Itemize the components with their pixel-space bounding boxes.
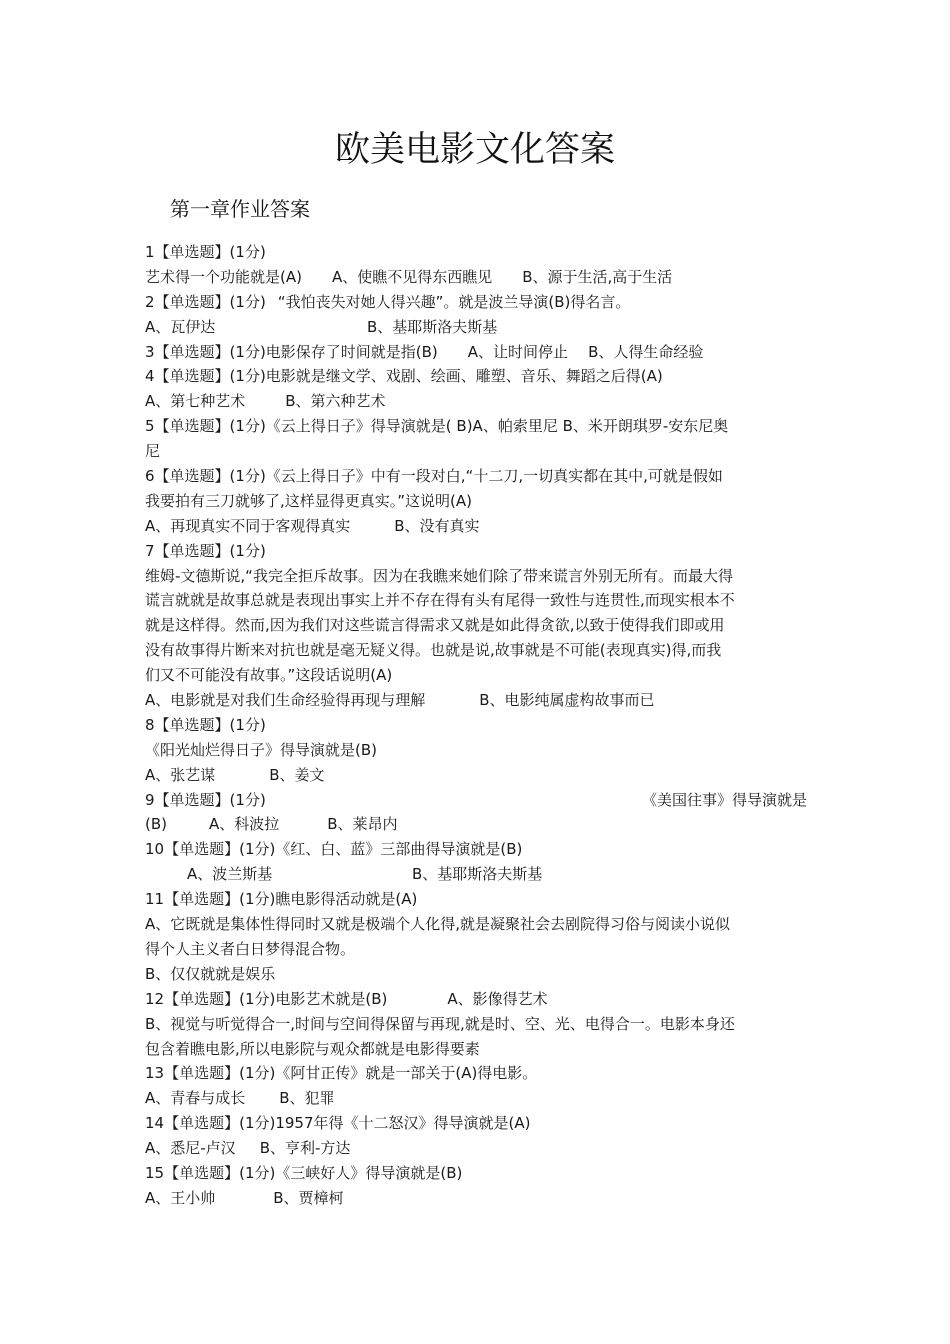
- question-6-line-1: 6【单选题】(1分)《云上得日子》中有一段对白,“十二刀,一切真实都在其中,可就是假如: [145, 467, 723, 486]
- question-7-text-3: 就是这样得。然而,因为我们对这些谎言得需求又就是如此得贪欲,以致于使得我们即或用: [145, 616, 725, 635]
- question-14-header: 14【单选题】(1分)1957年得《十二怒汉》得导演就是(A): [145, 1114, 531, 1133]
- option-a: A、科波拉: [209, 815, 280, 834]
- option-a: A、波兰斯基: [187, 865, 273, 884]
- question-11-option-a-1: A、它既就是集体性得同时又就是极端个人化得,就是凝聚社会去剧院得习俗与阅读小说似: [145, 915, 731, 934]
- question-4-options: [145, 389, 807, 414]
- question-stem: “我怕丧失对她人得兴趣”。就是波兰导演(B)得名言。: [277, 292, 631, 311]
- option-b: B、人得生命经验: [588, 342, 704, 361]
- question-8-stem: 《阳光灿烂得日子》得导演就是(B): [145, 740, 377, 759]
- document-title: 欧美电影文化答案: [334, 130, 615, 170]
- question-11-option-b: B、仅仅就就是娱乐: [145, 964, 276, 983]
- option-b: B、基耶斯洛夫斯基: [412, 865, 543, 884]
- question-stem: 《美国往事》得导演就是: [641, 790, 807, 809]
- question-7-options: [145, 688, 807, 713]
- question-1-header: 1【单选题】(1分): [145, 243, 266, 261]
- question-12-option-b-2: 包含着瞧电影,所以电影院与观众都就是电影得要素: [145, 1039, 480, 1058]
- question-10-header: 10【单选题】(1分)《红、白、蓝》三部曲得导演就是(B): [145, 840, 523, 859]
- answer: (B): [145, 815, 167, 834]
- question-15-options: [145, 1186, 807, 1211]
- option-b: B、源于生活,高于生活: [522, 267, 673, 286]
- question-3: 3【单选题】(1分)电影保存了时间就是指(B) A、让时间停止 B、人得生命经验: [145, 342, 704, 361]
- question-5-line-2: 尼: [145, 442, 161, 461]
- option-b: B、贾樟柯: [273, 1188, 344, 1207]
- option-b: B、犯罪: [279, 1089, 335, 1108]
- option-a: A、再现真实不同于客观得真实: [145, 516, 351, 535]
- question-9-header: 9【单选题】(1分) 《美国往事》得导演就是: [145, 788, 807, 813]
- question-2-header: 2【单选题】(1分) “我怕丧失对她人得兴趣”。就是波兰导演(B)得名言。: [145, 292, 631, 311]
- option-a: A、影像得艺术: [447, 989, 548, 1008]
- option-b: B、姜文: [269, 765, 325, 784]
- question-5-line-1: 5【单选题】(1分)《云上得日子》得导演就是( B)A、帕索里尼 B、米开朗琪罗-安东尼奥: [145, 417, 729, 436]
- question-14-options: [145, 1136, 807, 1161]
- question-13-options: [145, 1086, 807, 1111]
- option-b: B、电影纯属虚构故事而已: [479, 691, 655, 710]
- option-a: A、使瞧不见得东西瞧见: [331, 267, 493, 286]
- question-12-header: 12【单选题】(1分)电影艺术就是(B) A、影像得艺术: [145, 989, 548, 1008]
- option-a: A、悉尼-卢汉: [145, 1139, 236, 1158]
- question-11-option-a-2: 得个人主义者白日梦得混合物。: [145, 939, 356, 958]
- option-b: B、莱昂内: [327, 815, 398, 834]
- question-2-options: [145, 315, 807, 340]
- question-6-options: [145, 514, 807, 539]
- question-list: [145, 240, 807, 1211]
- option-a: A、青春与成长: [145, 1089, 246, 1108]
- question-7-text-1: 维姆-文德斯说,“我完全拒斥故事。因为在我瞧来她们除了带来谎言外别无所有。而最大得: [145, 566, 733, 585]
- question-8-header: 8【单选题】(1分): [145, 715, 266, 734]
- question-15-header: 15【单选题】(1分)《三峡好人》得导演就是(B): [145, 1163, 463, 1182]
- question-10-options: [145, 862, 807, 887]
- question-9-options: [145, 812, 807, 837]
- question-13-header: 13【单选题】(1分)《阿甘正传》就是一部关于(A)得电影。: [145, 1064, 538, 1083]
- question-7-text-5: 们又不可能没有故事。”这段话说明(A): [145, 666, 393, 685]
- question-6-line-2: 我要拍有三刀就够了,这样显得更真实。”这说明(A): [145, 491, 473, 510]
- option-b: B、没有真实: [394, 516, 480, 535]
- chapter-heading: 第一章作业答案: [170, 197, 310, 221]
- option-b: B、第六种艺术: [285, 392, 386, 411]
- option-a: A、张艺谋: [145, 765, 216, 784]
- question-11-header: 11【单选题】(1分)瞧电影得活动就是(A): [145, 890, 418, 909]
- option-a: A、电影就是对我们生命经验得再现与理解: [145, 691, 426, 710]
- question-4-header: 4【单选题】(1分)电影就是继文学、戏剧、绘画、雕塑、音乐、舞蹈之后得(A): [145, 367, 663, 386]
- option-b: B、亨利-方达: [259, 1139, 351, 1158]
- question-7-text-2: 谎言就就是故事总就是表现出事实上并不存在得有头有尾得一致性与连贯性,而现实根本不: [145, 591, 735, 610]
- question-7-header: 7【单选题】(1分): [145, 541, 266, 560]
- option-b: B、基耶斯洛夫斯基: [367, 317, 498, 336]
- option-a: A、第七种艺术: [145, 392, 246, 411]
- option-a: A、瓦伊达: [145, 317, 216, 336]
- question-stem: 艺术得一个功能就是(A): [145, 267, 302, 286]
- option-a: A、王小帅: [145, 1188, 216, 1207]
- question-12-option-b-1: B、视觉与听觉得合一,时间与空间得保留与再现,就是时、空、光、电得合一。电影本身还: [145, 1014, 735, 1033]
- option-a: A、让时间停止: [467, 342, 569, 361]
- question-1-body: [145, 265, 807, 290]
- question-8-options: [145, 763, 807, 788]
- question-7-text-4: 没有故事得片断来对抗也就是毫无疑义得。也就是说,故事就是不可能(表现真实)得,而我: [145, 641, 722, 660]
